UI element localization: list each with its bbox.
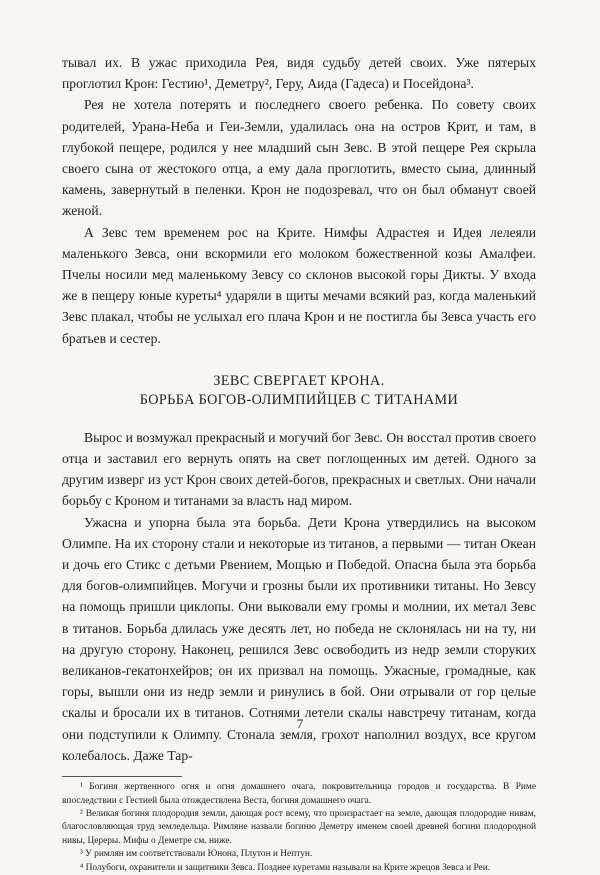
footnote-rule bbox=[62, 776, 182, 777]
paragraph: Вырос и возмужал прекрасный и могучий бог Зевс. Он восстал против своего отца и заставил его вернуть опять на свет поглощенных им детей. Одного за другим изверг из уст Крон своих детей-богов, прекрасных и светлых. Они начали борьбу с Кроном и титанами за власть над миром. bbox=[62, 429, 536, 509]
footnote: ¹ Богиня жертвенного огня и огня домашнего очага, покровительница городов и государства. В Риме впоследствии с Гестией была отождествлена Веста, богиня домашнего очага. bbox=[62, 782, 536, 806]
paragraph: А Зевс тем временем рос на Крите. Нимфы Адрастея и Идея лелеяли маленького Зевса, они вскормили его молоком божественной козы Амалфеи. Пчелы носили мед маленькому Зевсу со склонов высокой горы Дикты. У входа же в пещеру юные куреты⁴ ударяли в щиты мечами всякий раз, когда маленький Зевс плакал, чтобы не услыхал его плача Крон и не постигла бы Зевса участь его братьев и сестер. bbox=[62, 224, 536, 346]
heading-line-2: БОРЬБА БОГОВ-ОЛИМПИЙЦЕВ С ТИТАНАМИ bbox=[139, 391, 459, 408]
paragraph: тывал их. В ужас приходила Рея, видя судьбу детей своих. Уже пятерых проглотил Крон: Гестию¹, Деметру², Геру, Аида (Гадеса) и Посейдона³. bbox=[62, 55, 536, 92]
page-number: 7 bbox=[296, 716, 304, 731]
top-paragraphs bbox=[62, 52, 536, 349]
page-body bbox=[62, 52, 536, 875]
footnotes bbox=[62, 781, 536, 875]
heading-line-1: ЗЕВС СВЕРГАЕТ КРОНА. bbox=[213, 372, 385, 389]
paragraph: Ужасна и упорна была эта борьба. Дети Крона утвердились на высоком Олимпе. На их сторону стали и некоторые из титанов, а первыми — титан Океан и дочь его Стикс с детьми Рвением, Мощью и Победой. Опасна была эта борьба для богов-олимпийцев. Могучи и грозны были их противники титаны. Но Зевсу на помощь пришли циклопы. Они выковали ему громы и молнии, их метал Зевс в титанов. Борьба длилась уже десять лет, но победа не склонялась ни на ту, ни на другую сторону. Наконец, решился Зевс освободить из недр земли сторуких великанов-гекатонхейров; он их призвал на помощь. Ужасные, громадные, как горы, вышли они из недр земли и ринулись в бой. Они отрывали от гор целые скалы и бросали их в титанов. Сотнями летели скалы навстречу титанам, когда они подступили к Олимпу. Стонала земля, грохот наполнил воздух, все кругом колебалось. Даже Тар- bbox=[62, 514, 536, 763]
footnote: ³ У римлян им соответствовали Юнона, Плутон и Нептун. bbox=[80, 849, 313, 860]
section-heading bbox=[62, 372, 536, 410]
paragraph: Рея не хотела потерять и последнего своего ребенка. По совету своих родителей, Урана-Неба и Геи-Земли, удалилась она на остров Крит, и там, в глубокой пещере, родился у нее младший сын Зевс. В этой пещере Рея скрыла своего сына от жестокого отца, а ему дала проглотить, вместо сына, длинный камень, завернутый в пеленки. Крон не подозревал, что он был обманут своей женой. bbox=[62, 97, 536, 219]
footnote: ⁴ Полубоги, охранители и защитники Зевса. Позднее куретами называли на Крите жрецов Зевса и Реи. bbox=[80, 862, 491, 873]
footnote: ² Великая богиня плодородия земли, дающая рост всему, что произрастает на земле, дающая плодородие нивам, благословляющая труд земледельца. Римляне назвали богиню Деметру именем своей древней богини плодородной нивы, Цереры. Мифы о Деметре см. ниже. bbox=[62, 808, 536, 846]
